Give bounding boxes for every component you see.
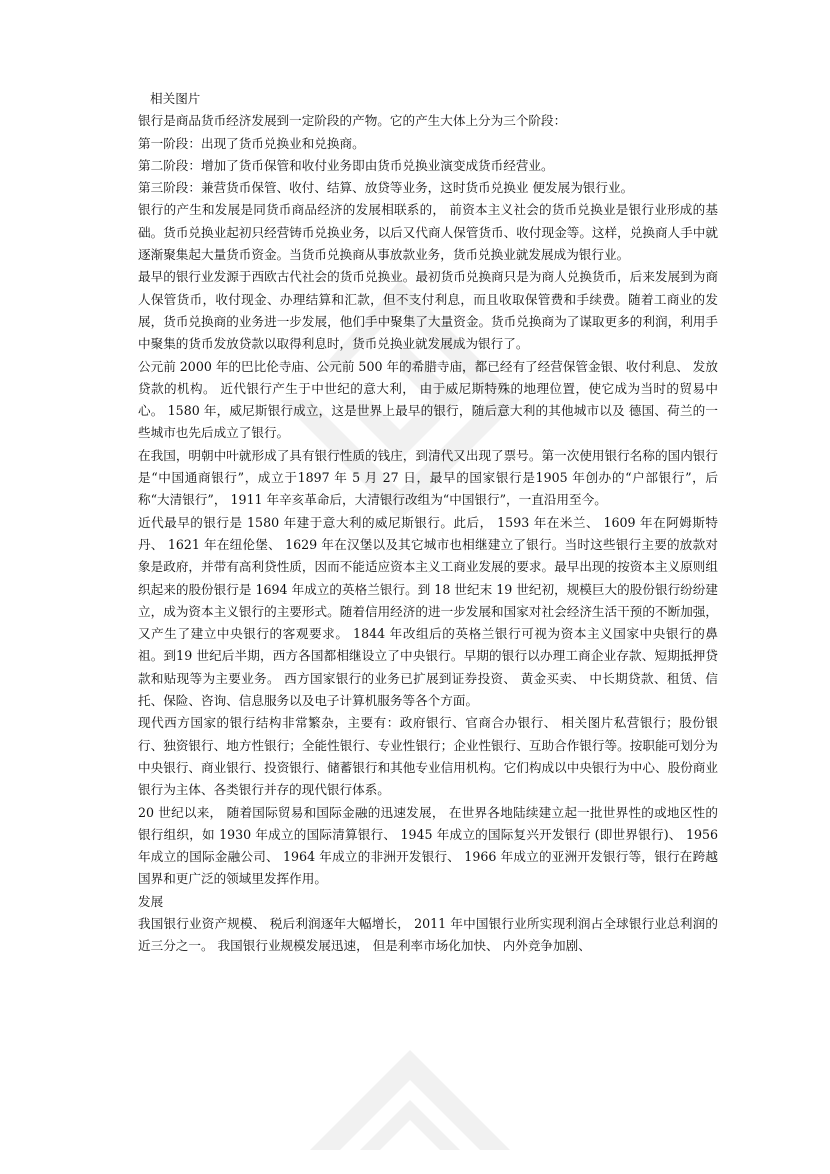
paragraph: 银行的产生和发展是同货币商品经济的发展相联系的， 前资本主义社会的货币兑换业是银行业形成的基础。货币兑换业起初只经营铸币兑换业务，以后又代商人保管货币、收付现金等。这样，兑换商人手中就逐渐聚集起大量货币资金。当货币兑换商从事放款业务，货币兑换业就发展成为银行业。 <box>138 202 718 263</box>
document-body <box>138 88 723 958</box>
paragraph: 现代西方国家的银行结构非常繁杂，主要有：政府银行、官商合办银行、 相关图片私营银行；股份银行、独资银行、地方性银行；全能性银行、专业性银行；企业性银行、互助合作银行等。按职能可划分为中央银行、商业银行、投资银行、储蓄银行和其他专业信用机构。它们构成以中央银行为中心、股份商业银行为主体、各类银行并存的现代银行体系。 <box>138 715 718 798</box>
paragraph: 在我国，明朝中叶就形成了具有银行性质的钱庄，到清代又出现了票号。第一次使用银行名称的国内银行是“中国通商银行”，成立于1897 年 5 月 27 日，最早的国家银行是1905 年创办的“户部银行”，后称“大清银行”， 1911 年辛亥革命后，大清银行改组为“中国银行”，一直沿用至今。 <box>138 447 718 508</box>
watermark-logo-icon <box>300 1040 520 1174</box>
paragraph: 最早的银行业发源于西欧古代社会的货币兑换业。最初货币兑换商只是为商人兑换货币，后来发展到为商人保管货币，收付现金、办理结算和汇款，但不支付利息，而且收取保管费和手续费。随着工商业的发展，货币兑换商的业务进一步发展，他们手中聚集了大量资金。货币兑换商为了谋取更多的利润，利用手中聚集的货币发放贷款以取得利息时，货币兑换业就发展成为银行了。 <box>138 269 718 352</box>
paragraph: 公元前 2000 年的巴比伦寺庙、公元前 500 年的希腊寺庙，都已经有了经营保管金银、收付利息、 发放贷款的机构。 近代银行产生于中世纪的意大利， 由于威尼斯特殊的地理位置，使它成为当时的贸易中心。 1580 年，威尼斯银行成立，这是世界上最早的银行，随后意大利的其他城市以及 德国、荷兰的一些城市也先后成立了银行。 <box>138 358 718 441</box>
paragraph: 第二阶段：增加了货币保管和收付业务即由货币兑换业演变成货币经营业。 <box>138 157 554 173</box>
paragraph: 第一阶段：出现了货币兑换业和兑换商。 <box>138 135 365 151</box>
paragraph: 20 世纪以来， 随着国际贸易和国际金融的迅速发展， 在世界各地陆续建立起一批世界性的或地区性的银行组织，如 1930 年成立的国际清算银行、 1945 年成立的国际复兴开发银行 (即世界银行)、 1956 年成立的国际金融公司、 1964 年成立的非洲开发银行、 1966 年成立的亚洲开发银行等，银行在跨越国界和更广泛的领域里发挥作用。 <box>138 804 723 887</box>
paragraph: 第三阶段：兼营货币保管、收付、结算、放贷等业务，这时货币兑换业 便发展为银行业。 <box>138 180 634 196</box>
paragraph: 我国银行业资产规模、 税后利润逐年大幅增长， 2011 年中国银行业所实现利润占全球银行业总利润的近三分之一。 我国银行业规模发展迅速， 但是利率市场化加快、 内外竞争加剧、 <box>138 915 718 954</box>
paragraph: 银行是商品货币经济发展到一定阶段的产物。它的产生大体上分为三个阶段： <box>138 113 567 129</box>
paragraph: 近代最早的银行是 1580 年建于意大利的威尼斯银行。此后， 1593 年在米兰、 1609 年在阿姆斯特丹、 1621 年在纽伦堡、 1629 年在汉堡以及其它城市也相继建立了银行。当时这些银行主要的放款对象是政府，并带有高利贷性质，因而不能适应资本主义工商业发展的要求。最早出现的按资本主义原则组织起来的股份银行是 1694 年成立的英格兰银行。到 18 世纪末 19 世纪初，规模巨大的股份银行纷纷建立，成为资本主义银行的主要形式。随着信用经济的进一步发展和国家对社会经济生活干预的不断加强， 又产生了建立中央银行的客观要求。 1844 年改组后的英格兰银行可视为资本主义国家中央银行的鼻祖。到19 世纪后半期，西方各国都相继设立了中央银行。早期的银行以办理工商企业存款、短期抵押贷款和贴现等为主要业务。 西方国家银行的业务已扩展到证券投资、 黄金买卖、 中长期贷款、租赁、信托、保险、咨询、信息服务以及电子计算机服务等各个方面。 <box>138 514 723 709</box>
document-title: 相关图片 <box>150 91 201 106</box>
section-heading: 发展 <box>138 893 164 909</box>
